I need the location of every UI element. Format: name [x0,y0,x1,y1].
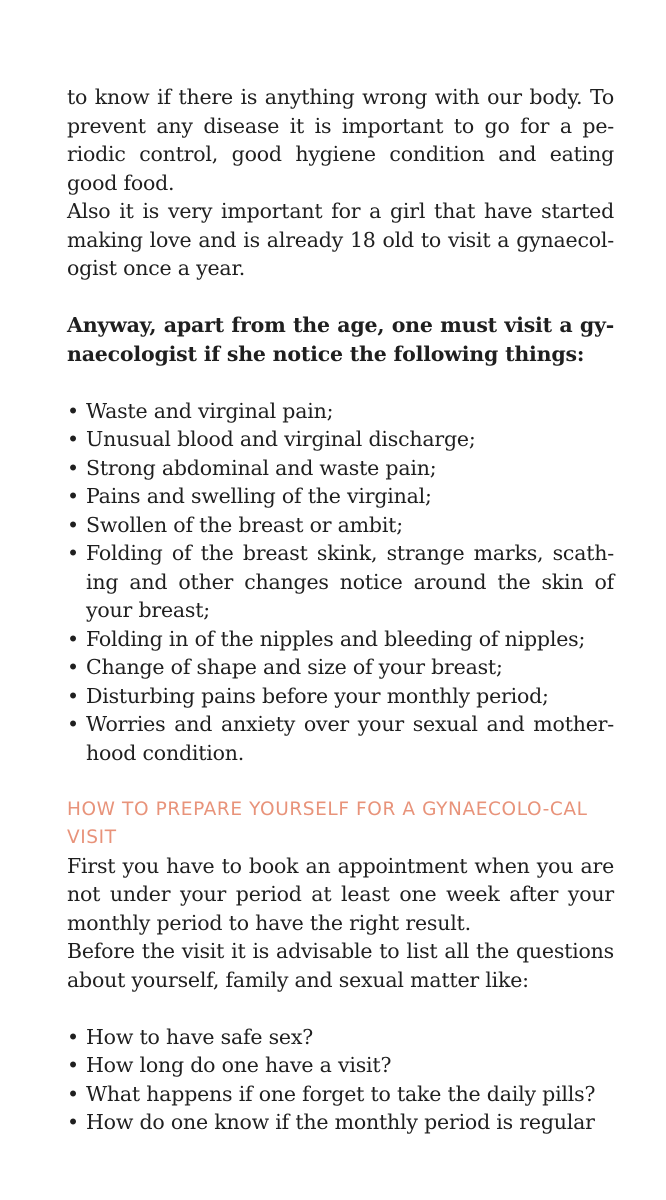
list-item [67,425,614,454]
bullet-icon: • [67,626,79,651]
list-item-text: How long do one have a visit? [86,1053,392,1077]
list-item [67,710,614,767]
list-item [67,653,614,682]
bullet-icon: • [67,1110,79,1134]
list-item [67,454,614,483]
list-item-text: What happens if one forget to take the daily pills? [86,1081,596,1106]
bullet-icon: • [67,455,79,480]
list-item-text: Folding of the breast skink, strange marks, scath-ing and other changes notice around the skin of your breast; [86,541,614,622]
spacer [67,994,614,1023]
list-item-text: How to have safe sex? [86,1024,314,1049]
bullet-icon: • [67,427,79,451]
bullet-icon: • [67,712,79,736]
list-item-text: How do one know if the monthly period is regular [86,1110,595,1134]
bullet-icon: • [67,1053,79,1077]
section-heading: HOW TO PREPARE YOURSELF FOR A GYNAECOLO-CAL VISIT [67,798,588,848]
bullet-icon: • [67,484,79,508]
list-item [67,1051,614,1080]
list-item-text: Folding in of the nipples and bleeding of nipples; [86,626,586,651]
list-item [67,682,614,711]
list-item [67,1080,614,1109]
bullet-icon: • [67,1024,79,1049]
spacer [67,368,614,397]
list-item [67,1023,614,1052]
spacer [67,767,614,796]
list-item [67,625,614,654]
document-page [67,83,614,1137]
list-item [67,511,614,540]
bullet-icon: • [67,655,79,679]
list-item [67,539,614,625]
section-paragraph: First you have to book an appointment when you are not under your period at least one week after your monthly period to have the right result. [67,853,614,935]
list-item-text: Disturbing pains before your monthly period; [86,683,549,708]
bullet-icon: • [67,541,79,565]
list-item-text: Waste and virginal pain; [86,398,334,423]
list-item [67,482,614,511]
intro-paragraph: to know if there is anything wrong with our body. To prevent any disease it is important to go for a pe-riodic control, good hygiene condition and eating good food. [67,85,614,195]
lead-statement: Anyway, apart from the age, one must visit a gy-naecologist if she notice the following things: [67,313,614,366]
section-paragraph: Before the visit it is advisable to list all the questions about yourself, family and sexual matter like: [67,939,614,992]
list-item-text: Worries and anxiety over your sexual and mother-hood condition. [86,712,614,765]
bullet-icon: • [67,1081,79,1106]
list-item-text: Swollen of the breast or ambit; [86,512,403,537]
questions-list [67,1023,614,1137]
list-item [67,1108,614,1137]
list-item [67,397,614,426]
intro-paragraph: Also it is very important for a girl that have started making love and is already 18 old to visit a gynaecol-ogist once a year. [67,199,614,280]
symptoms-list [67,397,614,768]
list-item-text: Strong abdominal and waste pain; [86,455,437,480]
bullet-icon: • [67,398,79,423]
list-item-text: Pains and swelling of the virginal; [86,484,432,508]
bullet-icon: • [67,683,79,708]
list-item-text: Unusual blood and virginal discharge; [86,427,476,451]
list-item-text: Change of shape and size of your breast; [86,655,503,679]
spacer [67,283,614,312]
bullet-icon: • [67,512,79,537]
